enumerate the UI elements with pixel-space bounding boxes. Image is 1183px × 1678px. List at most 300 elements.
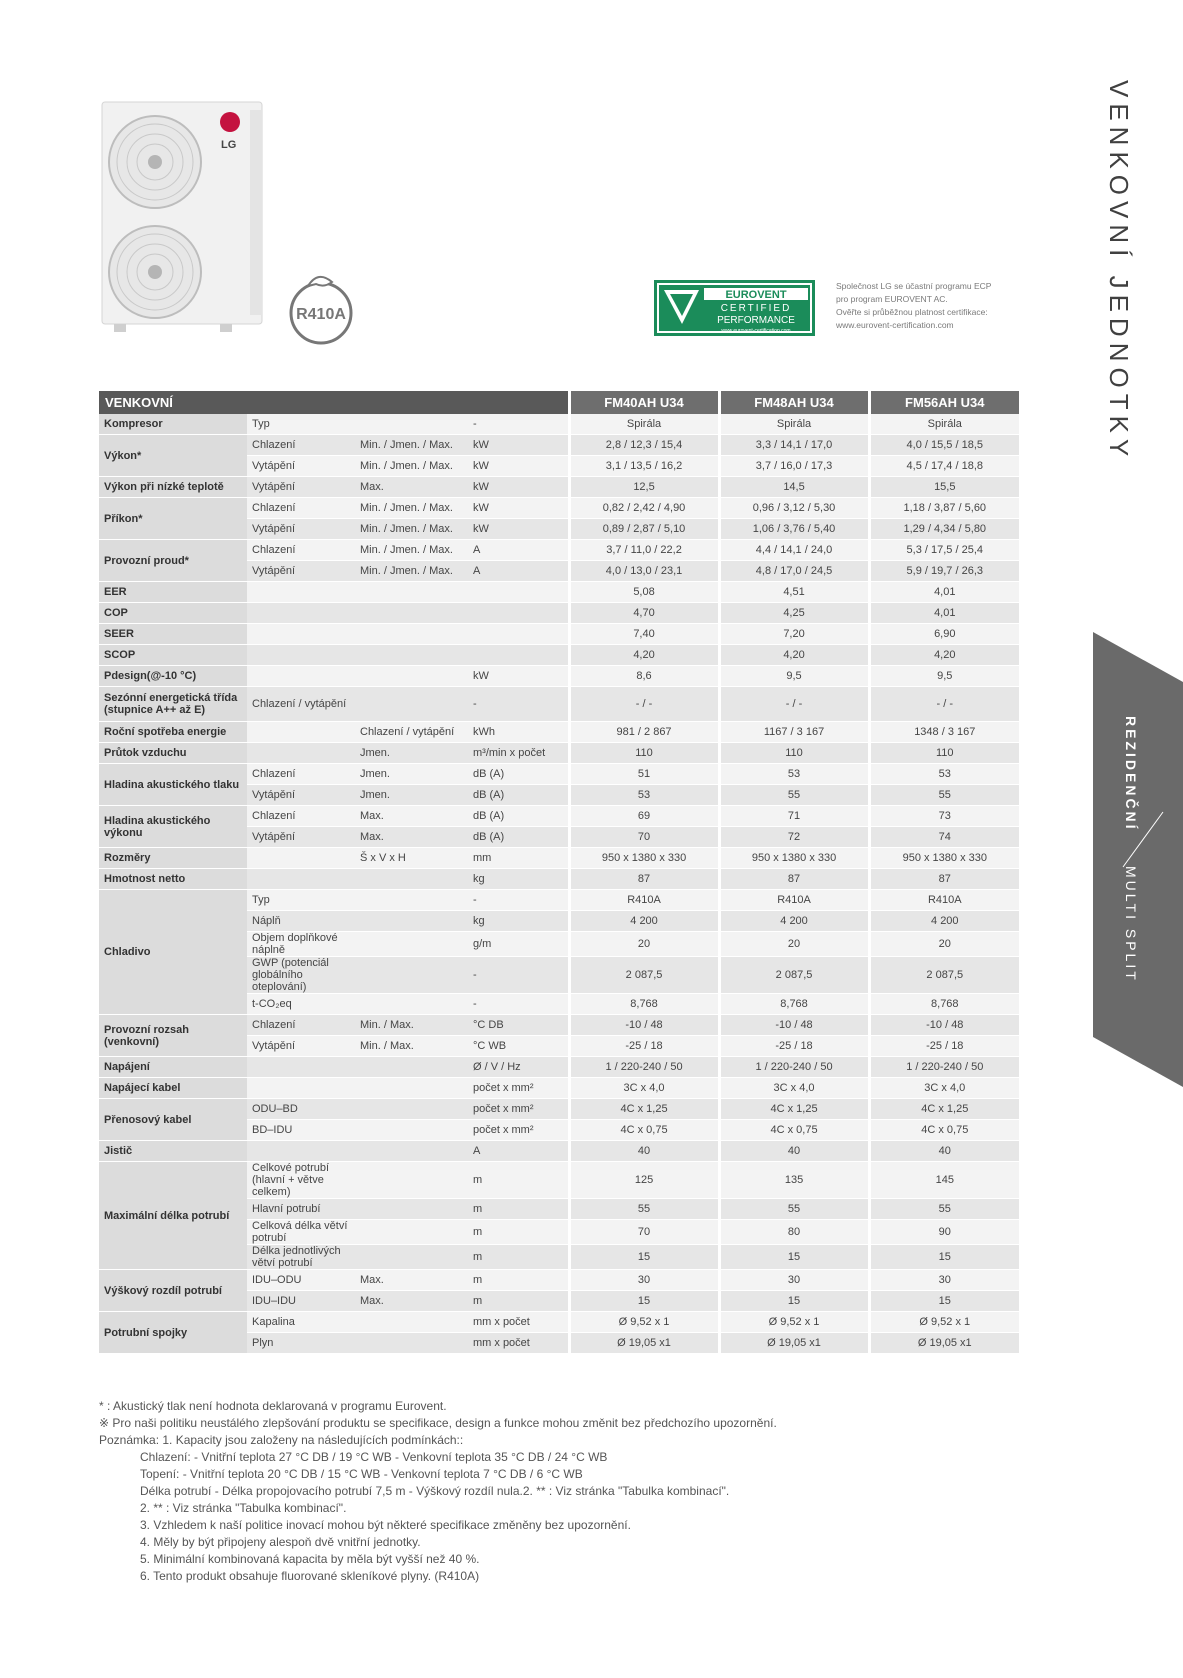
row-group-label: Napájecí kabel: [99, 1078, 247, 1099]
row-condition: [355, 1220, 468, 1245]
row-sub-label: Vytápění: [247, 519, 355, 540]
row-sub-label: Náplň: [247, 911, 355, 932]
model-value: 4,70: [569, 603, 719, 624]
model-value: -10 / 48: [869, 1015, 1019, 1036]
row-unit: kW: [468, 666, 569, 687]
row-sub-label: Vytápění: [247, 477, 355, 498]
row-unit: m: [468, 1291, 569, 1312]
row-group-label: Pdesign(@-10 °C): [99, 666, 247, 687]
model-value: 1,29 / 4,34 / 5,80: [869, 519, 1019, 540]
table-row: [99, 890, 1019, 911]
model-value: -25 / 18: [869, 1036, 1019, 1057]
row-group-label: SEER: [99, 624, 247, 645]
table-row: [99, 603, 1019, 624]
model-value: 1,18 / 3,87 / 5,60: [869, 498, 1019, 519]
row-unit: A: [468, 1141, 569, 1162]
row-condition: Min. / Jmen. / Max.: [355, 498, 468, 519]
model-value: 5,08: [569, 582, 719, 603]
table-row: [99, 806, 1019, 827]
model-value: 74: [869, 827, 1019, 848]
row-sub-label: [247, 603, 355, 624]
row-condition: Jmen.: [355, 743, 468, 764]
model-value: 53: [569, 785, 719, 806]
model-value: 4,4 / 14,1 / 24,0: [719, 540, 869, 561]
row-sub-label: [247, 869, 355, 890]
row-unit: dB (A): [468, 785, 569, 806]
row-unit: [468, 582, 569, 603]
row-sub-label: Chlazení / vytápění: [247, 687, 355, 722]
row-unit: kW: [468, 477, 569, 498]
row-sub-label: Celkové potrubí (hlavní + větve celkem): [247, 1162, 355, 1199]
row-unit: počet x mm²: [468, 1120, 569, 1141]
row-sub-label: BD–IDU: [247, 1120, 355, 1141]
svg-text:PERFORMANCE: PERFORMANCE: [717, 315, 795, 326]
model-value: 1 / 220-240 / 50: [569, 1057, 719, 1078]
row-unit: [468, 645, 569, 666]
row-condition: [355, 1141, 468, 1162]
row-sub-label: GWP (potenciál globálního oteplování): [247, 957, 355, 994]
row-condition: [355, 603, 468, 624]
footnote-line: Délka potrubí - Délka propojovacího potrubí 7,5 m - Výškový rozdíl nula.2. ** : Viz stránka "Tabulka kombinací".: [140, 1484, 730, 1498]
row-sub-label: [247, 582, 355, 603]
row-unit: počet x mm²: [468, 1078, 569, 1099]
row-group-label: Maximální délka potrubí: [99, 1162, 247, 1270]
row-group-label: Rozměry: [99, 848, 247, 869]
model-value: 4C x 0,75: [719, 1120, 869, 1141]
model-value: 3,7 / 11,0 / 22,2: [569, 540, 719, 561]
row-sub-label: IDU–ODU: [247, 1270, 355, 1291]
table-row: [99, 1015, 1019, 1036]
model-value: 4,20: [869, 645, 1019, 666]
footnote-line: 2. ** : Viz stránka "Tabulka kombinací".: [140, 1501, 347, 1515]
page-section-title: VENKOVNÍ JEDNOTKY: [1104, 80, 1134, 463]
model-value: -25 / 18: [569, 1036, 719, 1057]
model-value: 4C x 0,75: [569, 1120, 719, 1141]
model-value: 8,768: [869, 994, 1019, 1015]
model-value: 2 087,5: [719, 957, 869, 994]
model-header: FM48AH U34: [719, 391, 869, 414]
model-value: 2 087,5: [869, 957, 1019, 994]
model-value: 6,90: [869, 624, 1019, 645]
model-value: 8,6: [569, 666, 719, 687]
model-value: 4,0 / 13,0 / 23,1: [569, 561, 719, 582]
row-unit: °C WB: [468, 1036, 569, 1057]
table-row: [99, 540, 1019, 561]
row-sub-label: IDU–IDU: [247, 1291, 355, 1312]
row-unit: mm x počet: [468, 1333, 569, 1354]
model-value: 4,51: [719, 582, 869, 603]
row-condition: [355, 666, 468, 687]
row-condition: [355, 582, 468, 603]
model-value: 4 200: [869, 911, 1019, 932]
row-sub-label: [247, 624, 355, 645]
row-condition: Min. / Jmen. / Max.: [355, 540, 468, 561]
table-row: [99, 666, 1019, 687]
model-value: R410A: [869, 890, 1019, 911]
row-group-label: COP: [99, 603, 247, 624]
row-sub-label: Vytápění: [247, 561, 355, 582]
model-value: 40: [569, 1141, 719, 1162]
model-value: 5,3 / 17,5 / 25,4: [869, 540, 1019, 561]
specification-table: [99, 391, 1019, 1354]
row-condition: [355, 1199, 468, 1220]
table-row: [99, 435, 1019, 456]
row-unit: m: [468, 1270, 569, 1291]
row-condition: Min. / Jmen. / Max.: [355, 435, 468, 456]
model-value: 15: [719, 1245, 869, 1270]
refrigerant-badge-label: R410A: [296, 306, 346, 323]
table-row: [99, 477, 1019, 498]
model-value: 69: [569, 806, 719, 827]
row-condition: [355, 687, 468, 722]
row-group-label: SCOP: [99, 645, 247, 666]
model-value: 4,0 / 15,5 / 18,5: [869, 435, 1019, 456]
row-condition: [355, 890, 468, 911]
eurovent-text-line: www.eurovent-certification.com: [836, 320, 954, 330]
model-value: Ø 19,05 x1: [569, 1333, 719, 1354]
model-value: 15: [569, 1245, 719, 1270]
row-condition: Max.: [355, 806, 468, 827]
model-value: 15: [869, 1291, 1019, 1312]
table-row: [99, 1099, 1019, 1120]
row-sub-label: t-CO₂eq: [247, 994, 355, 1015]
row-condition: [355, 624, 468, 645]
row-unit: m: [468, 1162, 569, 1199]
table-row: [99, 414, 1019, 435]
model-value: 30: [569, 1270, 719, 1291]
model-value: 87: [869, 869, 1019, 890]
footnote-line: 6. Tento produkt obsahuje fluorované skleníkové plyny. (R410A): [140, 1569, 480, 1583]
eurovent-text-line: Ověřte si průběžnou platnost certifikace:: [836, 307, 988, 317]
row-unit: kg: [468, 869, 569, 890]
row-unit: -: [468, 414, 569, 435]
footnote-line: 5. Minimální kombinovaná kapacita by měla být vyšší než 40 %.: [140, 1552, 480, 1566]
model-value: 72: [719, 827, 869, 848]
model-value: 87: [719, 869, 869, 890]
model-value: 20: [719, 932, 869, 957]
row-unit: Ø / V / Hz: [468, 1057, 569, 1078]
category-label-multi-split: MULTI SPLIT: [1123, 866, 1139, 983]
row-group-label: Sezónní energetická třída (stupnice A++ až E): [99, 687, 247, 722]
model-value: Ø 9,52 x 1: [569, 1312, 719, 1333]
model-value: 55: [869, 1199, 1019, 1220]
model-value: 40: [869, 1141, 1019, 1162]
row-condition: [355, 1245, 468, 1270]
row-unit: A: [468, 540, 569, 561]
row-sub-label: [247, 1057, 355, 1078]
row-group-label: Výkon při nízké teplotě: [99, 477, 247, 498]
row-condition: Š x V x H: [355, 848, 468, 869]
table-row: [99, 1162, 1019, 1199]
row-sub-label: ODU–BD: [247, 1099, 355, 1120]
model-value: 0,96 / 3,12 / 5,30: [719, 498, 869, 519]
row-sub-label: Objem doplňkové náplně: [247, 932, 355, 957]
model-value: -25 / 18: [719, 1036, 869, 1057]
footnote-line: Poznámka: 1. Kapacity jsou založeny na následujících podmínkách::: [99, 1433, 464, 1447]
model-value: 1 / 220-240 / 50: [719, 1057, 869, 1078]
model-value: 950 x 1380 x 330: [719, 848, 869, 869]
row-group-label: Hladina akustického výkonu: [99, 806, 247, 848]
model-value: Spirála: [569, 414, 719, 435]
row-sub-label: [247, 848, 355, 869]
table-row: [99, 498, 1019, 519]
row-condition: Min. / Max.: [355, 1036, 468, 1057]
model-value: -10 / 48: [719, 1015, 869, 1036]
model-value: 3C x 4,0: [719, 1078, 869, 1099]
row-group-label: Provozní rozsah (venkovní): [99, 1015, 247, 1057]
model-value: 30: [869, 1270, 1019, 1291]
footnote-line: Chlazení: - Vnitřní teplota 27 °C DB / 19 °C WB - Venkovní teplota 35 °C DB / 24 °C WB: [140, 1450, 608, 1464]
model-value: 20: [869, 932, 1019, 957]
row-unit: kW: [468, 498, 569, 519]
brand-logo-text: LG: [221, 139, 237, 151]
model-value: 9,5: [869, 666, 1019, 687]
row-unit: m³/min x počet: [468, 743, 569, 764]
row-sub-label: Kapalina: [247, 1312, 355, 1333]
row-unit: kg: [468, 911, 569, 932]
model-value: 70: [569, 1220, 719, 1245]
row-group-label: Provozní proud*: [99, 540, 247, 582]
model-value: Spirála: [869, 414, 1019, 435]
model-value: 125: [569, 1162, 719, 1199]
row-condition: Min. / Jmen. / Max.: [355, 456, 468, 477]
row-group-label: Roční spotřeba energie: [99, 722, 247, 743]
model-value: 55: [719, 785, 869, 806]
footnote-line: 4. Měly by být připojeny alespoň dvě vnitřní jednotky.: [140, 1535, 421, 1549]
model-value: 0,89 / 2,87 / 5,10: [569, 519, 719, 540]
footnote-line: * : Akustický tlak není hodnota deklarovaná v programu Eurovent.: [99, 1399, 447, 1413]
eurovent-logo: [654, 280, 815, 336]
row-condition: [355, 1078, 468, 1099]
row-condition: Max.: [355, 827, 468, 848]
svg-text:EUROVENT: EUROVENT: [725, 289, 787, 301]
row-condition: [355, 414, 468, 435]
svg-text:CERTIFIED: CERTIFIED: [720, 303, 792, 314]
row-sub-label: Chlazení: [247, 1015, 355, 1036]
row-sub-label: Chlazení: [247, 806, 355, 827]
footnote-line: Topení: - Vnitřní teplota 20 °C DB / 15 °C WB - Venkovní teplota 7 °C DB / 6 °C WB: [140, 1467, 583, 1481]
model-value: 73: [869, 806, 1019, 827]
model-value: 53: [719, 764, 869, 785]
row-sub-label: Vytápění: [247, 785, 355, 806]
model-value: Spirála: [719, 414, 869, 435]
model-value: 4,8 / 17,0 / 24,5: [719, 561, 869, 582]
table-row: [99, 1141, 1019, 1162]
table-row: [99, 848, 1019, 869]
model-value: 981 / 2 867: [569, 722, 719, 743]
category-label-residential: REZIDENČNÍ: [1123, 716, 1139, 832]
model-value: 55: [569, 1199, 719, 1220]
row-sub-label: [247, 666, 355, 687]
model-value: 3C x 4,0: [869, 1078, 1019, 1099]
model-value: 3,3 / 14,1 / 17,0: [719, 435, 869, 456]
model-value: 3,7 / 16,0 / 17,3: [719, 456, 869, 477]
table-row: [99, 624, 1019, 645]
row-sub-label: Chlazení: [247, 764, 355, 785]
model-value: 1348 / 3 167: [869, 722, 1019, 743]
model-value: 20: [569, 932, 719, 957]
model-value: 4,20: [719, 645, 869, 666]
model-value: 4,5 / 17,4 / 18,8: [869, 456, 1019, 477]
svg-text:www.eurovent-certification.com: www.eurovent-certification.com: [721, 328, 791, 334]
model-value: 4C x 1,25: [869, 1099, 1019, 1120]
row-unit: dB (A): [468, 764, 569, 785]
model-value: Ø 19,05 x1: [719, 1333, 869, 1354]
row-group-label: Napájení: [99, 1057, 247, 1078]
table-row: [99, 687, 1019, 722]
model-value: 950 x 1380 x 330: [869, 848, 1019, 869]
row-unit: kW: [468, 456, 569, 477]
table-row: [99, 1078, 1019, 1099]
row-group-label: Hmotnost netto: [99, 869, 247, 890]
row-condition: [355, 994, 468, 1015]
model-value: 3,1 / 13,5 / 16,2: [569, 456, 719, 477]
model-value: 55: [869, 785, 1019, 806]
table-row: [99, 743, 1019, 764]
model-value: Ø 9,52 x 1: [719, 1312, 869, 1333]
model-value: R410A: [569, 890, 719, 911]
model-value: 2 087,5: [569, 957, 719, 994]
eurovent-text-line: Společnost LG se účastní programu ECP: [836, 281, 992, 291]
model-value: - / -: [869, 687, 1019, 722]
row-sub-label: Vytápění: [247, 1036, 355, 1057]
row-sub-label: [247, 1141, 355, 1162]
row-condition: Min. / Max.: [355, 1015, 468, 1036]
row-condition: Max.: [355, 1291, 468, 1312]
model-value: 4C x 1,25: [719, 1099, 869, 1120]
model-value: 71: [719, 806, 869, 827]
row-condition: Max.: [355, 477, 468, 498]
table-row: [99, 869, 1019, 890]
row-group-label: Hladina akustického tlaku: [99, 764, 247, 806]
row-unit: kWh: [468, 722, 569, 743]
table-row: [99, 1312, 1019, 1333]
model-value: 0,82 / 2,42 / 4,90: [569, 498, 719, 519]
row-sub-label: Celková délka větví potrubí: [247, 1220, 355, 1245]
model-value: 15,5: [869, 477, 1019, 498]
refrigerant-badge: [288, 268, 358, 348]
row-group-label: Výškový rozdíl potrubí: [99, 1270, 247, 1312]
model-header: FM56AH U34: [869, 391, 1019, 414]
row-unit: g/m: [468, 932, 569, 957]
model-value: 15: [569, 1291, 719, 1312]
row-sub-label: Typ: [247, 890, 355, 911]
row-condition: [355, 932, 468, 957]
outdoor-unit-image: [100, 100, 270, 340]
footnote-line: 3. Vzhledem k naší politice inovací mohou být některé specifikace změněny bez upozornění.: [140, 1518, 631, 1532]
model-value: 70: [569, 827, 719, 848]
row-unit: [468, 603, 569, 624]
model-value: 110: [719, 743, 869, 764]
row-group-label: Přenosový kabel: [99, 1099, 247, 1141]
row-unit: mm x počet: [468, 1312, 569, 1333]
model-value: 110: [569, 743, 719, 764]
eurovent-description: [836, 280, 1036, 332]
model-value: 14,5: [719, 477, 869, 498]
row-group-label: EER: [99, 582, 247, 603]
row-unit: -: [468, 957, 569, 994]
model-value: 4,01: [869, 603, 1019, 624]
model-value: 135: [719, 1162, 869, 1199]
row-group-label: Kompresor: [99, 414, 247, 435]
row-group-label: Výkon*: [99, 435, 247, 477]
row-unit: m: [468, 1245, 569, 1270]
model-value: 12,5: [569, 477, 719, 498]
row-condition: Min. / Jmen. / Max.: [355, 561, 468, 582]
table-row: [99, 722, 1019, 743]
row-group-label: Chladivo: [99, 890, 247, 1015]
model-value: 30: [719, 1270, 869, 1291]
row-unit: dB (A): [468, 827, 569, 848]
row-condition: Chlazení / vytápění: [355, 722, 468, 743]
row-unit: -: [468, 890, 569, 911]
table-row: [99, 1057, 1019, 1078]
model-value: 110: [869, 743, 1019, 764]
row-condition: [355, 911, 468, 932]
table-header-category: VENKOVNÍ: [99, 391, 569, 414]
row-condition: [355, 1333, 468, 1354]
table-row: [99, 1270, 1019, 1291]
row-unit: m: [468, 1220, 569, 1245]
model-value: 1 / 220-240 / 50: [869, 1057, 1019, 1078]
row-condition: [355, 869, 468, 890]
model-value: 7,40: [569, 624, 719, 645]
row-group-label: Jistič: [99, 1141, 247, 1162]
model-value: 4C x 1,25: [569, 1099, 719, 1120]
model-value: 9,5: [719, 666, 869, 687]
row-sub-label: Plyn: [247, 1333, 355, 1354]
model-value: 53: [869, 764, 1019, 785]
row-sub-label: Vytápění: [247, 456, 355, 477]
row-sub-label: Chlazení: [247, 540, 355, 561]
row-sub-label: Chlazení: [247, 435, 355, 456]
row-sub-label: [247, 645, 355, 666]
model-value: 4,20: [569, 645, 719, 666]
model-value: 55: [719, 1199, 869, 1220]
row-condition: [355, 957, 468, 994]
row-sub-label: Hlavní potrubí: [247, 1199, 355, 1220]
row-unit: -: [468, 687, 569, 722]
row-unit: A: [468, 561, 569, 582]
model-value: 7,20: [719, 624, 869, 645]
row-condition: Jmen.: [355, 785, 468, 806]
model-value: 80: [719, 1220, 869, 1245]
model-value: 4 200: [719, 911, 869, 932]
model-value: 15: [719, 1291, 869, 1312]
row-condition: [355, 1099, 468, 1120]
model-value: 90: [869, 1220, 1019, 1245]
table-row: [99, 645, 1019, 666]
row-condition: [355, 1120, 468, 1141]
table-row: [99, 582, 1019, 603]
row-sub-label: Typ: [247, 414, 355, 435]
row-unit: [468, 624, 569, 645]
model-value: 2,8 / 12,3 / 15,4: [569, 435, 719, 456]
footnote-line: ※ Pro naši politiku neustálého zlepšování produktu se specifikace, design a funkce mohou změnit bez předchozího upozornění.: [99, 1416, 777, 1430]
model-value: 5,9 / 19,7 / 26,3: [869, 561, 1019, 582]
model-value: 1,06 / 3,76 / 5,40: [719, 519, 869, 540]
row-unit: kW: [468, 435, 569, 456]
row-group-label: Potrubní spojky: [99, 1312, 247, 1354]
model-value: 4C x 0,75: [869, 1120, 1019, 1141]
row-unit: počet x mm²: [468, 1099, 569, 1120]
row-group-label: Průtok vzduchu: [99, 743, 247, 764]
row-condition: [355, 1057, 468, 1078]
row-sub-label: Délka jednotlivých větví potrubí: [247, 1245, 355, 1270]
row-condition: Jmen.: [355, 764, 468, 785]
row-sub-label: [247, 722, 355, 743]
model-value: 950 x 1380 x 330: [569, 848, 719, 869]
